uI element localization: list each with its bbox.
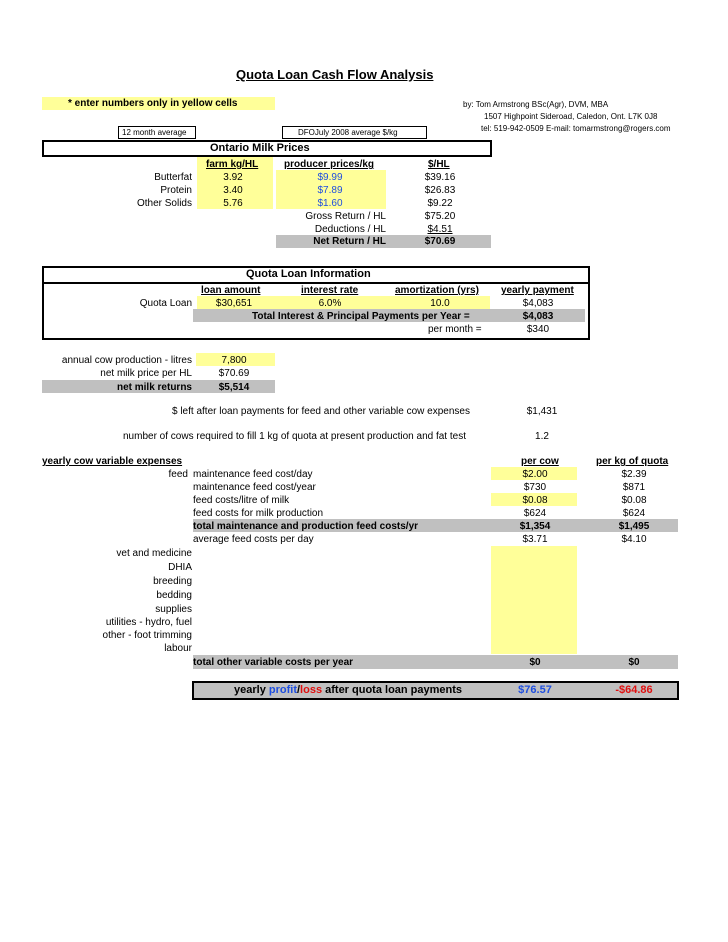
profit-slash: / — [296, 684, 301, 696]
loan-amount-input[interactable]: $30,651 — [215, 298, 253, 309]
milk-col-farm: farm kg/HL — [206, 159, 259, 170]
feed-label: feed — [168, 469, 188, 480]
profit-loss-label — [234, 684, 462, 697]
feed-row-cow[interactable]: $0.08 — [522, 495, 548, 506]
other-total-cow: $0 — [529, 657, 541, 668]
net-milk-price-value: $70.69 — [218, 368, 250, 379]
loss-word: loss — [300, 684, 323, 696]
cows-required-label: number of cows required to fill 1 kg of quota at present production and fat test — [123, 431, 466, 442]
loan-total-value: $4,083 — [522, 311, 554, 322]
instruction-text: * enter numbers only in yellow cells — [68, 98, 238, 109]
feed-row-label: maintenance feed cost/day — [193, 469, 313, 480]
feed-row-quota: $624 — [622, 508, 646, 519]
milk-row-label: Butterfat — [154, 172, 192, 183]
loan-amort-input[interactable]: 10.0 — [430, 298, 450, 309]
other-costs-yellow[interactable] — [491, 546, 577, 654]
other-total-quota: $0 — [628, 657, 640, 668]
other-item-label: other - foot trimming — [102, 630, 192, 641]
note-12month: 12 month average — [122, 128, 187, 137]
net-return-value: $70.69 — [424, 236, 456, 247]
loan-rate-input[interactable]: 6.0% — [318, 298, 342, 309]
left-after-value: $1,431 — [526, 406, 558, 417]
feed-row-label: feed costs for milk production — [193, 508, 324, 519]
production-label: annual cow production - litres — [61, 355, 192, 366]
production-litres-input[interactable]: 7,800 — [221, 355, 247, 366]
loan-month-label: per month = — [428, 324, 482, 335]
feed-row-cow: $730 — [523, 482, 547, 493]
milk-row-farm[interactable]: 3.40 — [223, 185, 243, 196]
gross-return-value: $75.20 — [424, 211, 456, 222]
loan-col-yearly: yearly payment — [501, 285, 574, 296]
author-name: by: Tom Armstrong BSc(Agr), DVM, MBA — [463, 100, 609, 109]
milk-row-hl: $9.22 — [427, 198, 453, 209]
loan-label: Quota Loan — [139, 298, 192, 309]
note-dfo: DFOJuly 2008 average $/kg — [298, 128, 398, 137]
milk-prices-heading: Ontario Milk Prices — [210, 142, 310, 154]
cows-required-value: 1.2 — [535, 431, 549, 442]
left-after-label: $ left after loan payments for feed and other variable cow expenses — [172, 406, 470, 417]
net-milk-price-label: net milk price per HL — [100, 368, 192, 379]
milk-row-label: Protein — [160, 185, 192, 196]
net-milk-returns-label: net milk returns — [116, 382, 192, 393]
author-contact: tel: 519-942-0509 E-mail: tomarmstrong@rogers.com — [481, 124, 671, 133]
loan-month-value: $340 — [526, 324, 550, 335]
loan-heading: Quota Loan Information — [246, 268, 371, 280]
feed-row-quota: $4.10 — [621, 534, 647, 545]
milk-row-hl: $26.83 — [424, 185, 456, 196]
milk-row-farm[interactable]: 3.92 — [223, 172, 243, 183]
net-milk-returns-value: $5,514 — [218, 382, 250, 393]
feed-row-cow[interactable]: $2.00 — [522, 469, 548, 480]
other-item-label: utilities - hydro, fuel — [105, 617, 192, 628]
net-return-label: Net Return / HL — [313, 236, 386, 247]
deductions-label: Deductions / HL — [314, 224, 386, 235]
gross-return-label: Gross Return / HL — [305, 211, 386, 222]
feed-row-cow: $3.71 — [522, 534, 548, 545]
milk-row-label: Other Solids — [136, 198, 192, 209]
loan-yearly-value: $4,083 — [522, 298, 554, 309]
feed-row-label: feed costs/litre of milk — [193, 495, 290, 506]
profit-loss-pre: yearly — [234, 684, 269, 696]
variable-col-cow: per cow — [521, 456, 559, 467]
feed-row-quota: $871 — [622, 482, 646, 493]
deductions-value: $4.51 — [427, 224, 453, 235]
profit-loss-post: after quota loan payments — [322, 684, 463, 696]
loan-col-amort: amortization (yrs) — [395, 285, 479, 296]
feed-total-quota: $1,495 — [618, 521, 650, 532]
loan-col-rate: interest rate — [301, 285, 359, 296]
other-item-label: DHIA — [168, 562, 192, 573]
profit-per-cow: $76.57 — [518, 684, 552, 696]
milk-row-price[interactable]: $7.89 — [317, 185, 343, 196]
feed-total-label: total maintenance and production feed costs/yr — [193, 521, 419, 532]
page-title: Quota Loan Cash Flow Analysis — [236, 67, 434, 82]
other-item-label: supplies — [155, 604, 192, 615]
milk-row-farm[interactable]: 5.76 — [223, 198, 243, 209]
milk-row-price[interactable]: $9.99 — [317, 172, 343, 183]
milk-col-producer: producer prices/kg — [284, 159, 375, 170]
feed-row-quota: $0.08 — [621, 495, 647, 506]
variable-col-quota: per kg of quota — [596, 456, 669, 467]
feed-row-quota: $2.39 — [621, 469, 647, 480]
other-item-label: breeding — [153, 576, 192, 587]
milk-row-hl: $39.16 — [424, 172, 456, 183]
milk-row-price[interactable]: $1.60 — [317, 198, 343, 209]
profit-word: profit — [268, 684, 297, 696]
author-address: 1507 Highpoint Sideroad, Caledon, Ont. L7K 0J8 — [484, 112, 658, 121]
feed-row-label: average feed costs per day — [193, 534, 314, 545]
feed-row-label: maintenance feed cost/year — [193, 482, 316, 493]
feed-total-cow: $1,354 — [519, 521, 551, 532]
loan-col-amount: loan amount — [201, 285, 261, 296]
other-item-label: bedding — [156, 590, 192, 601]
other-item-label: vet and medicine — [116, 548, 192, 559]
loan-total-label: Total Interest & Principal Payments per Year = — [252, 311, 470, 322]
other-item-label: labour — [164, 643, 192, 654]
variable-heading: yearly cow variable expenses — [42, 456, 183, 467]
feed-row-cow: $624 — [523, 508, 547, 519]
profit-per-quota: -$64.86 — [615, 684, 653, 696]
other-total-label: total other variable costs per year — [193, 657, 354, 668]
milk-col-hl: $/HL — [428, 159, 450, 170]
